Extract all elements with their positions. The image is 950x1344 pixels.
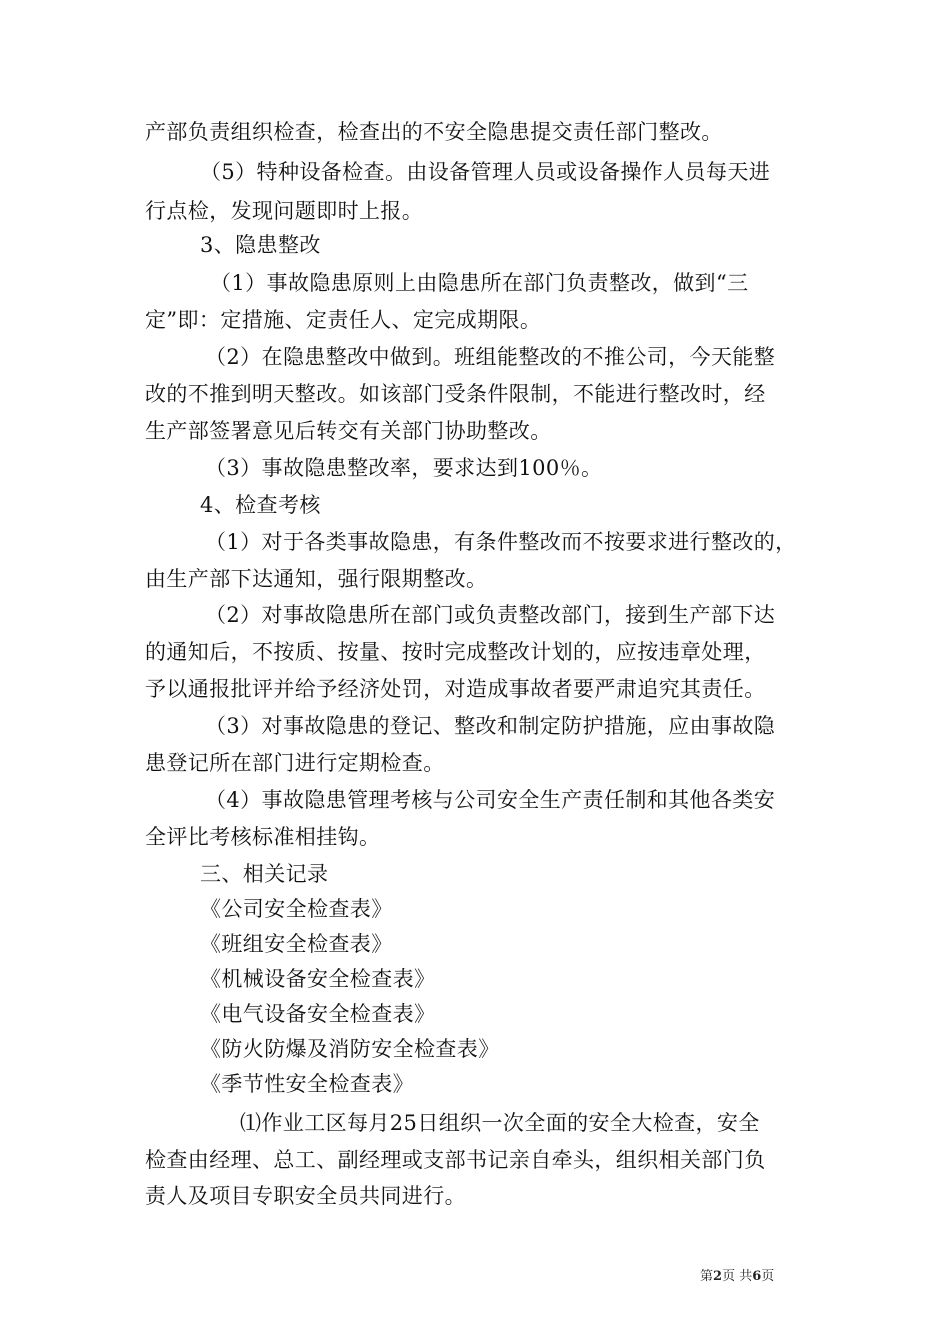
current-page-number: 2 xyxy=(713,1269,723,1284)
record-title: 《班组安全检查表》 xyxy=(200,932,393,956)
text-line: 定”即：定措施、定责任人、定完成期限。 xyxy=(145,308,542,332)
footer-middle: 页 共 xyxy=(722,1269,753,1284)
footer-prefix: 第 xyxy=(700,1269,714,1284)
text-line: 行点检，发现问题即时上报。 xyxy=(145,199,424,223)
text-line: （3）对事故隐患的登记、整改和制定防护措施，应由事故隐 xyxy=(205,714,776,738)
text-line: （4）事故隐患管理考核与公司安全生产责任制和其他各类安 xyxy=(205,788,776,812)
record-title: 《机械设备安全检查表》 xyxy=(200,967,436,991)
text-line: 的通知后，不按质、按量、按时完成整改计划的，应按违章处理， xyxy=(145,640,766,664)
text-line: 生产部签署意见后转交有关部门协助整改。 xyxy=(145,419,552,443)
total-pages-number: 6 xyxy=(752,1269,762,1284)
section-heading: 4、检查考核 xyxy=(200,493,321,517)
text-line: （2）对事故隐患所在部门或负责整改部门，接到生产部下达 xyxy=(205,603,776,627)
text-line: （5）特种设备检查。由设备管理人员或设备操作人员每天进 xyxy=(200,160,771,184)
footer-suffix: 页 xyxy=(761,1269,775,1284)
text-line: 检查由经理、总工、副经理或支部书记亲自牵头，组织相关部门负 xyxy=(145,1148,766,1172)
text-line: 予以通报批评并给予经济处罚，对造成事故者要严肃追究其责任。 xyxy=(145,677,766,701)
record-title: 《防火防爆及消防安全检查表》 xyxy=(200,1037,500,1061)
text-line: 患登记所在部门进行定期检查。 xyxy=(145,751,445,775)
text-line: 由生产部下达通知，强行限期整改。 xyxy=(145,567,488,591)
text-line: 产部负责组织检查，检查出的不安全隐患提交责任部门整改。 xyxy=(145,120,723,144)
text-line: 责人及项目专职安全员共同进行。 xyxy=(145,1184,466,1208)
text-line: （3）事故隐患整改率，要求达到100％。 xyxy=(205,456,603,480)
record-title: 《季节性安全检查表》 xyxy=(200,1072,414,1096)
section-heading: 3、隐患整改 xyxy=(200,233,321,257)
text-line: 全评比考核标准相挂钩。 xyxy=(145,825,381,849)
text-line: ⑴作业工区每月25日组织一次全面的安全大检查，安全 xyxy=(240,1111,760,1135)
record-title: 《电气设备安全检查表》 xyxy=(200,1002,436,1026)
section-heading: 三、相关记录 xyxy=(200,862,329,886)
text-line: 改的不推到明天整改。如该部门受条件限制，不能进行整改时，经 xyxy=(145,382,766,406)
text-line: （1）对于各类事故隐患，有条件整改而不按要求进行整改的， xyxy=(205,530,797,554)
text-line: （1）事故隐患原则上由隐患所在部门负责整改，做到“三 xyxy=(210,271,749,295)
page-footer xyxy=(700,1268,774,1286)
record-title: 《公司安全检查表》 xyxy=(200,897,393,921)
text-line: （2）在隐患整改中做到。班组能整改的不推公司，今天能整 xyxy=(205,345,776,369)
